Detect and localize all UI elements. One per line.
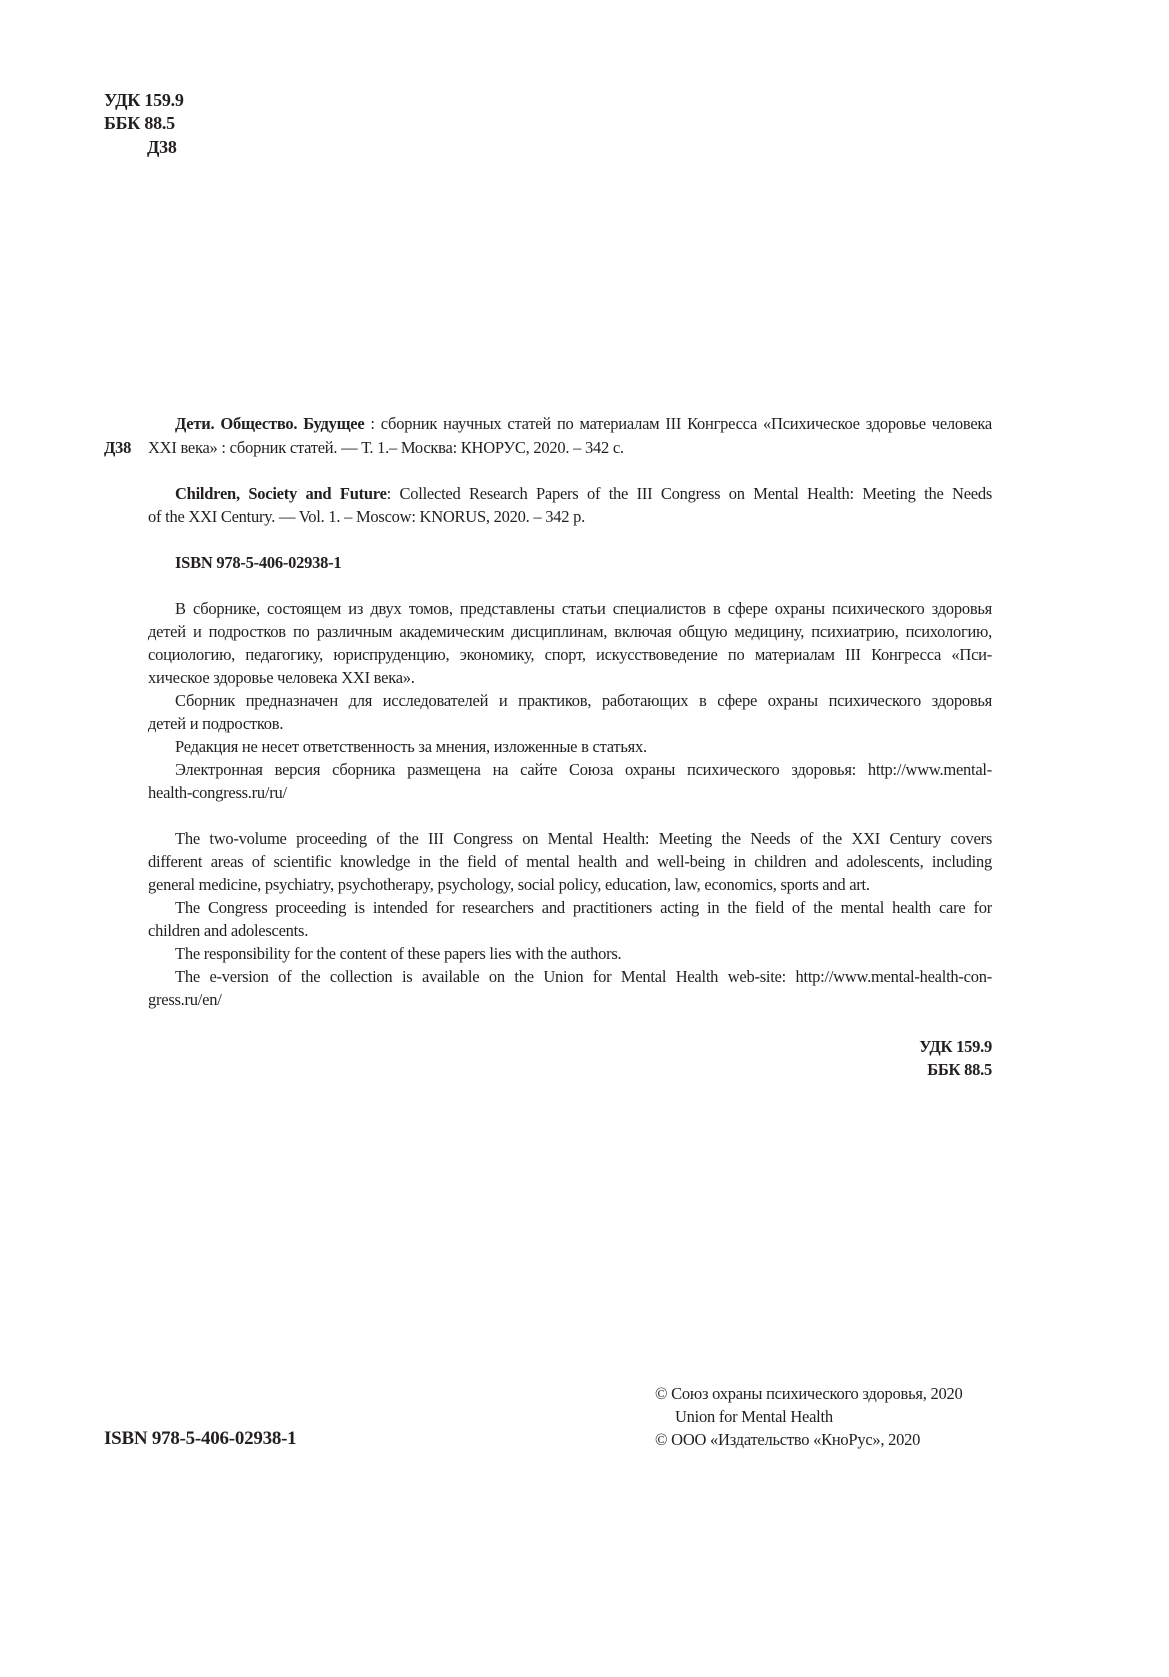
ru-entry-mark: Д38 (104, 438, 132, 457)
abstract-line: The two-volume proceeding of the III Congress on Mental Health: Meeting the Needs of the XXI Century covers (175, 829, 992, 848)
isbn: ISBN 978-5-406-02938-1 (175, 553, 342, 572)
en-entry-line-2: of the XXI Century. — Vol. 1. – Moscow: KNORUS, 2020. – 342 p. (148, 507, 586, 526)
abstract-line: социологию, педагогику, юриспруденцию, экономику, спорт, искусствоведение по материалам III Конгресса «Пси- (148, 645, 992, 664)
abstract-line: хическое здоровье человека XXI века». (148, 668, 415, 687)
bbk-code: ББК 88.5 (104, 113, 175, 133)
ru-entry-line-2: XXI века» : сборник статей. — Т. 1.– Москва: КНОРУС, 2020. – 342 с. (148, 438, 624, 457)
abstract-line: different areas of scientific knowledge in the field of mental health and well-being in children and adolescents, including (148, 852, 992, 871)
abstract-line: The e-version of the collection is available on the Union for Mental Health web-site: http://www.mental-health-con- (175, 967, 992, 986)
abstract-line: Электронная версия сборника размещена на сайте Союза охраны психического здоровья: http://www.mental- (175, 760, 992, 779)
abstract-line: The responsibility for the content of these papers lies with the authors. (175, 944, 622, 963)
footer-udk: УДК 159.9 (919, 1037, 992, 1056)
footer-bbk: ББК 88.5 (927, 1060, 992, 1079)
abstract-line: The Congress proceeding is intended for researchers and practitioners acting in the field of the mental health care for (175, 898, 992, 917)
abstract-line: health-congress.ru/ru/ (148, 783, 287, 802)
ru-entry-rest: : сборник научных статей по материалам III Конгресса «Психическое здоровье человека (364, 414, 992, 433)
ru-entry-line-1 (175, 413, 992, 435)
en-entry-line-1 (175, 483, 992, 505)
abstract-line: Редакция не несет ответственность за мнения, изложенные в статьях. (175, 737, 647, 756)
abstract-line: детей и подростков по различным академическим дисциплинам, включая общую медицину, психиатрию, психологию, (148, 622, 992, 641)
en-title: Children, Society and Future (175, 484, 387, 503)
abstract-line: general medicine, psychiatry, psychotherapy, psychology, social policy, education, law, economics, sports and art. (148, 875, 870, 894)
author-mark: Д38 (147, 137, 177, 157)
copyright-union: © Союз охраны психического здоровья, 2020 (655, 1384, 963, 1403)
copyright-publisher: © ООО «Издательство «КноРус», 2020 (655, 1430, 921, 1449)
abstract-line: детей и подростков. (148, 714, 284, 733)
footer-isbn: ISBN 978-5-406-02938-1 (104, 1428, 297, 1449)
abstract-line: В сборнике, состоящем из двух томов, представлены статьи специалистов в сфере охраны психического здоровья (175, 599, 992, 618)
en-entry-rest: : Collected Research Papers of the III Congress on Mental Health: Meeting the Needs (386, 484, 992, 503)
abstract-line: gress.ru/en/ (148, 990, 222, 1009)
abstract-line: Сборник предназначен для исследователей и практиков, работающих в сфере охраны психического здоровья (175, 691, 992, 710)
udk-code: УДК 159.9 (104, 90, 184, 110)
copyright-union-en: Union for Mental Health (675, 1407, 833, 1426)
ru-title: Дети. Общество. Будущее (175, 414, 365, 433)
abstract-line: children and adolescents. (148, 921, 309, 940)
